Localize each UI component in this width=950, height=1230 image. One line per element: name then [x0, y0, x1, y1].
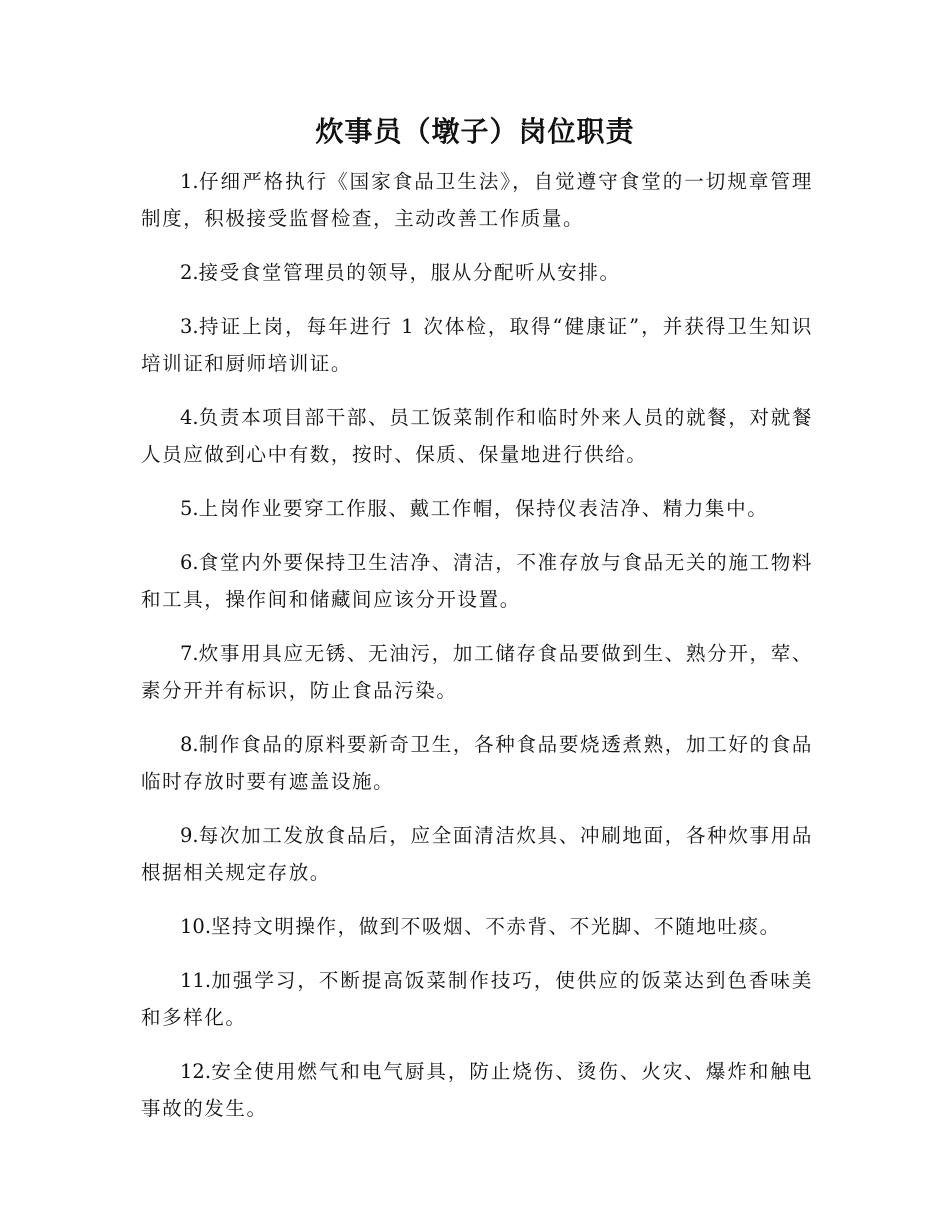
item-text: 食堂内外要保持卫生洁净、清洁，不准存放与食品无关的施工物料和工具，操作间和储藏间应该分开设置。	[141, 551, 813, 611]
duty-item-7	[141, 635, 813, 709]
item-number: 5.	[180, 497, 199, 520]
item-text: 安全使用燃气和电气厨具，防止烧伤、烫伤、火灾、爆炸和触电事故的发生。	[141, 1060, 813, 1120]
item-number: 4.	[180, 406, 199, 429]
duty-item-4	[141, 399, 813, 473]
duty-item-6	[141, 544, 813, 618]
item-number: 10.	[180, 915, 212, 938]
item-number: 11.	[180, 969, 212, 992]
item-number: 6.	[180, 551, 199, 574]
duty-item-5	[141, 490, 813, 527]
duty-item-12	[141, 1053, 813, 1127]
duty-item-3	[141, 308, 813, 382]
item-number: 2.	[180, 261, 199, 284]
item-text: 炊事用具应无锈、无油污，加工储存食品要做到生、熟分开，荤、素分开并有标识，防止食品污染。	[141, 642, 813, 702]
duty-item-8	[141, 726, 813, 800]
item-text: 接受食堂管理员的领导，服从分配听从安排。	[198, 261, 621, 284]
item-number: 12.	[180, 1060, 212, 1083]
item-number: 8.	[180, 733, 199, 756]
item-number: 3.	[180, 315, 199, 338]
duty-item-9	[141, 817, 813, 891]
duty-list	[141, 163, 813, 1144]
page-title: 炊事员（墩子）岗位职责	[315, 115, 635, 148]
duty-item-11	[141, 962, 813, 1036]
item-text: 每次加工发放食品后，应全面清洁炊具、冲刷地面，各种炊事用品根据相关规定存放。	[141, 824, 813, 884]
item-text: 上岗作业要穿工作服、戴工作帽，保持仪表洁净、精力集中。	[198, 497, 769, 520]
item-text: 制作食品的原料要新奇卫生，各种食品要烧透煮熟，加工好的食品临时存放时要有遮盖设施。	[141, 733, 813, 793]
duty-item-1	[141, 163, 813, 237]
item-text: 加强学习，不断提高饭菜制作技巧，使供应的饭菜达到色香味美和多样化。	[141, 969, 813, 1029]
item-text: 坚持文明操作，做到不吸烟、不赤背、不光脚、不随地吐痰。	[211, 915, 781, 938]
item-number: 9.	[180, 824, 199, 847]
duty-item-10	[141, 908, 813, 945]
item-text: 持证上岗，每年进行 1 次体检，取得“健康证”，并获得卫生知识培训证和厨师培训证。	[141, 315, 813, 375]
item-number: 1.	[180, 170, 199, 193]
item-number: 7.	[180, 642, 199, 665]
item-text: 仔细严格执行《国家食品卫生法》，自觉遵守食堂的一切规章管理制度，积极接受监督检查，主动改善工作质量。	[141, 170, 813, 230]
item-text: 负责本项目部干部、员工饭菜制作和临时外来人员的就餐，对就餐人员应做到心中有数，按时、保质、保量地进行供给。	[141, 406, 813, 466]
duty-item-2	[141, 254, 813, 291]
